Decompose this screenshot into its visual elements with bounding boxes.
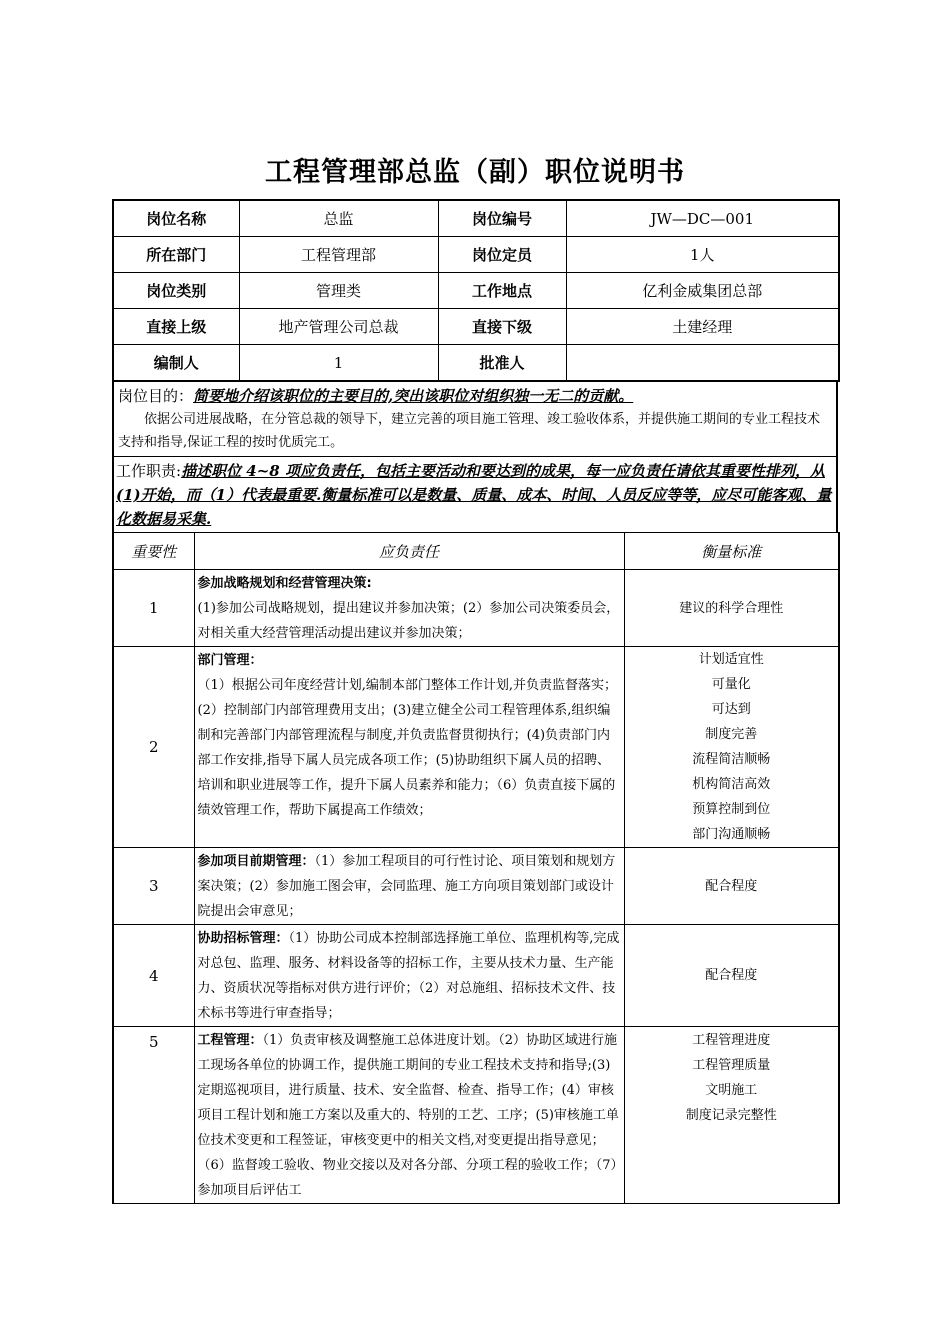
info-label: 岗位定员 bbox=[438, 237, 566, 273]
standard-item: 建议的科学合理性 bbox=[679, 600, 784, 616]
responsibility-row bbox=[113, 925, 839, 1027]
info-label: 岗位编号 bbox=[438, 200, 566, 237]
info-label: 直接上级 bbox=[113, 309, 239, 345]
responsibility-heading: 参加项目前期管理： bbox=[197, 854, 315, 869]
standard-item: 部门沟通顺畅 bbox=[692, 827, 771, 842]
info-value bbox=[566, 345, 839, 382]
standard-item: 配合程度 bbox=[705, 968, 758, 983]
info-value: 地产管理公司总裁 bbox=[239, 309, 438, 345]
info-value: 1人 bbox=[566, 237, 839, 273]
info-value: JW—DC—001 bbox=[566, 200, 839, 237]
standard-item: 配合程度 bbox=[705, 878, 758, 894]
info-row bbox=[113, 345, 839, 382]
info-value: 亿利金威集团总部 bbox=[566, 273, 839, 309]
standard-cell bbox=[624, 1027, 839, 1204]
header-responsibility: 应负责任 bbox=[194, 533, 624, 570]
responsibility-row bbox=[113, 647, 839, 848]
info-label: 所在部门 bbox=[113, 237, 239, 273]
job-duties-label: 工作职责: bbox=[116, 462, 182, 480]
job-duties-hint: 描述职位 4~8 项应负责任，包括主要活动和要达到的成果，每一应负责任请依其重要性排列，从(1)开始，而（1）代表最重要.衡量标准可以是数量、质量、成本、时间、人员反应等等，应尽可能客观、量化数据易采集. bbox=[116, 462, 832, 528]
info-label: 工作地点 bbox=[438, 273, 566, 309]
standard-cell bbox=[624, 925, 839, 1027]
header-standard: 衡量标准 bbox=[624, 533, 839, 570]
standard-cell bbox=[624, 848, 839, 925]
responsibility-row bbox=[113, 570, 839, 647]
standard-item: 工程管理质量 bbox=[692, 1058, 771, 1073]
header-importance: 重要性 bbox=[113, 533, 194, 570]
responsibility-cell bbox=[194, 1027, 624, 1204]
info-value: 土建经理 bbox=[566, 309, 839, 345]
job-purpose-section bbox=[112, 381, 838, 457]
responsibility-heading: 协助招标管理： bbox=[197, 931, 289, 946]
info-label: 编制人 bbox=[113, 345, 239, 382]
info-row bbox=[113, 273, 839, 309]
basic-info-table bbox=[112, 199, 840, 382]
job-duties-section bbox=[112, 457, 838, 533]
responsibility-row bbox=[113, 848, 839, 925]
info-label: 岗位类别 bbox=[113, 273, 239, 309]
responsibility-cell bbox=[194, 570, 624, 647]
responsibility-row bbox=[113, 1027, 839, 1204]
responsibility-heading: 部门管理： bbox=[197, 653, 263, 668]
responsibility-text: （1）参加工程项目的可行性讨论、项目策划和规划方案决策；(2）参加施工图会审，会同监理、施工方向项目策划部门或设计院提出会审意见； bbox=[197, 854, 616, 919]
responsibility-heading: 工程管理： bbox=[197, 1033, 263, 1048]
standard-item: 文明施工 bbox=[705, 1083, 758, 1098]
responsibility-cell bbox=[194, 925, 624, 1027]
info-label: 岗位名称 bbox=[113, 200, 239, 237]
standard-item: 制度记录完整性 bbox=[685, 1108, 777, 1123]
importance-number: 1 bbox=[113, 570, 194, 647]
responsibility-table bbox=[112, 532, 840, 1204]
standard-cell bbox=[624, 570, 839, 647]
importance-number: 2 bbox=[113, 647, 194, 848]
responsibility-text: （1）负责审核及调整施工总体进度计划。（2）协助区域进行施工现场各单位的协调工作，提供施工期间的专业工程技术支持和指导;(3)定期巡视项目，进行质量、技术、安全监督、检查、指导工作；(4）审核项目工程计划和施工方案以及重大的、特别的工艺、工序；(5)审核施工单位技术变更和工程签证，审核变更中的相关文档,对变更提出指导意见；（6）监督竣工验收、物业交接以及对各分部、分项工程的验收工作；（7）参加项目后评估工 bbox=[197, 1033, 619, 1198]
responsibility-heading: 参加战略规划和经营管理决策: bbox=[197, 576, 372, 591]
job-purpose-hint: 简要地介绍该职位的主要目的,突出该职位对组织独一无二的贡献。 bbox=[193, 387, 634, 405]
info-label: 批准人 bbox=[438, 345, 566, 382]
standard-item: 预算控制到位 bbox=[692, 802, 771, 817]
responsibility-text: (1)参加公司战略规划，提出建议并参加决策；(2）参加公司决策委员会，对相关重大经营管理活动提出建议并参加决策； bbox=[197, 601, 620, 641]
standard-cell bbox=[624, 647, 839, 848]
job-purpose-label: 岗位目的： bbox=[118, 387, 194, 405]
responsibility-cell bbox=[194, 848, 624, 925]
info-value: 1 bbox=[239, 345, 438, 382]
standard-item: 机构简洁高效 bbox=[692, 777, 771, 792]
responsibility-text: （1）协助公司成本控制部选择施工单位、监理机构等,完成对总包、监理、服务、材料设备等的招标工作，主要从技术力量、生产能力、资质状况等指标对供方进行评价；（2）对总施组、招标技术文件、技术标书等进行审查指导； bbox=[197, 931, 620, 1021]
importance-number: 5 bbox=[113, 1027, 194, 1204]
standard-item: 流程简洁顺畅 bbox=[692, 752, 771, 767]
standard-item: 可量化 bbox=[711, 677, 751, 692]
standard-item: 计划适宜性 bbox=[698, 652, 764, 667]
standard-item: 可达到 bbox=[711, 702, 751, 717]
info-row bbox=[113, 309, 839, 345]
info-value: 工程管理部 bbox=[239, 237, 438, 273]
standard-item: 工程管理进度 bbox=[692, 1033, 771, 1048]
info-value: 管理类 bbox=[239, 273, 438, 309]
info-label: 直接下级 bbox=[438, 309, 566, 345]
importance-number: 3 bbox=[113, 848, 194, 925]
info-value: 总监 bbox=[239, 200, 438, 237]
standard-item: 制度完善 bbox=[705, 727, 758, 742]
info-row bbox=[113, 237, 839, 273]
importance-number: 4 bbox=[113, 925, 194, 1027]
page-title: 工程管理部总监（副）职位说明书 bbox=[265, 157, 685, 188]
responsibility-cell bbox=[194, 647, 624, 848]
responsibility-text: （1）根据公司年度经营计划,编制本部门整体工作计划,并负责监督落实；(2）控制部门内部管理费用支出；(3)建立健全公司工程管理体系,组织编制和完善部门内部管理流程与制度,并负责监督贯彻执行；(4)负责部门内部工作安排,指导下属人员完成各项工作；(5)协助组织下属人员的招聘、培训和职业进展等工作，提升下属人员素养和能力；（6）负责直接下属的绩效管理工作，帮助下属提高工作绩效； bbox=[197, 678, 618, 818]
info-row bbox=[113, 200, 839, 237]
job-purpose-text: 依据公司进展战略，在分管总裁的领导下，建立完善的项目施工管理、竣工验收体系，并提供施工期间的专业工程技术支持和指导,保证工程的按时优质完工。 bbox=[118, 412, 821, 450]
